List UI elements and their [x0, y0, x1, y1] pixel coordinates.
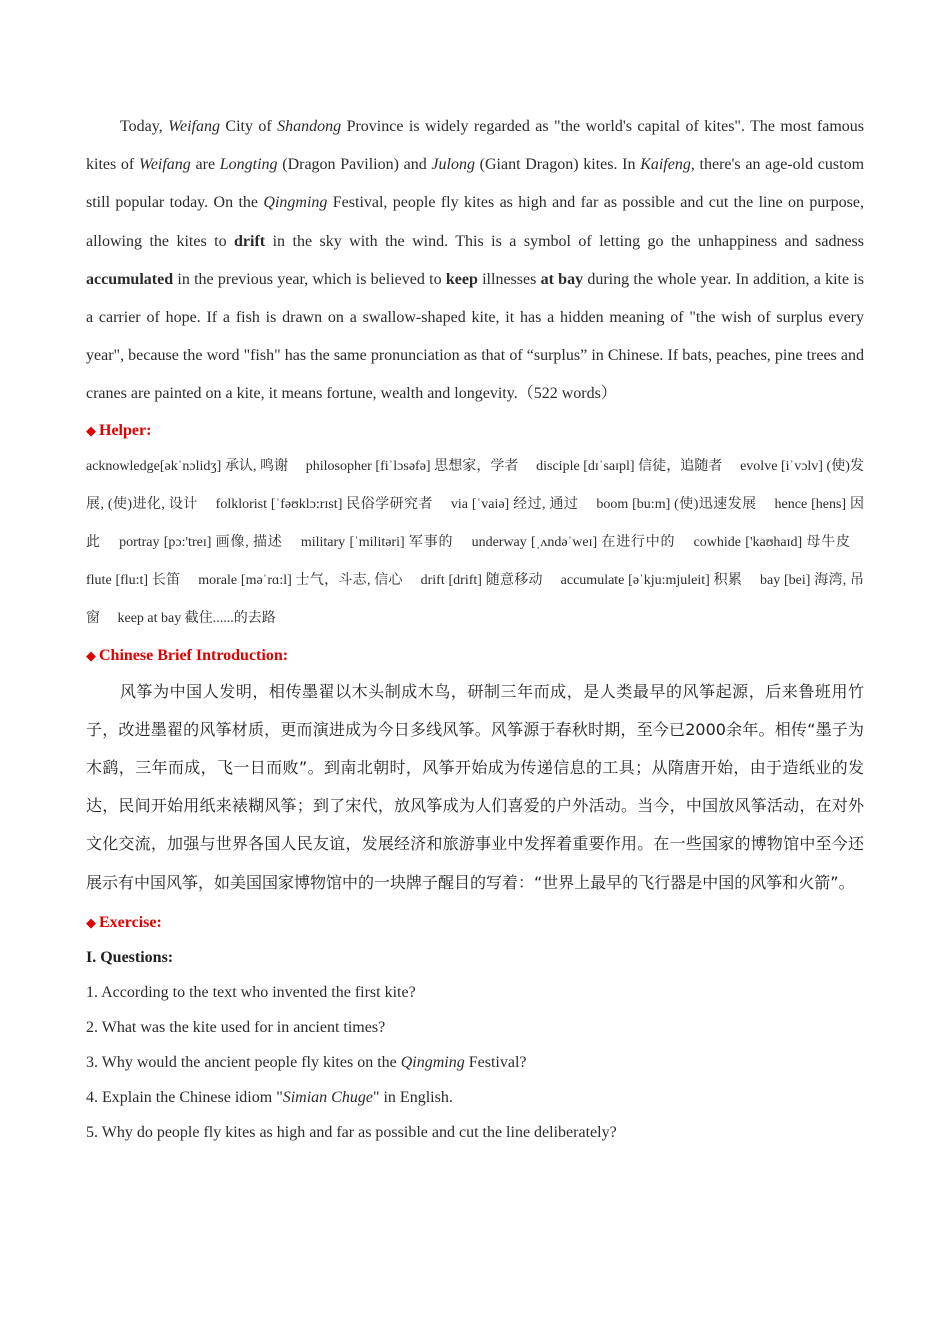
- question-item: 2. What was the kite used for in ancient times?: [86, 1018, 386, 1036]
- exercise-heading: [86, 912, 864, 934]
- glossary-entry: keep at bay 截住......的去路: [117, 611, 276, 627]
- italic-term: Longting: [219, 156, 278, 174]
- glossary-entry: boom [bu:m] (使)迅速发展: [596, 496, 757, 512]
- glossary-entry: morale [məˈrɑ:l] 士气，斗志, 信心: [198, 573, 403, 589]
- glossary-entry: acknowledge[əkˈnɔlidʒ] 承认, 鸣谢: [86, 458, 289, 474]
- chinese-intro-title: Chinese Brief Introduction:: [99, 646, 289, 664]
- diamond-bullet-icon: ◆: [86, 914, 96, 930]
- text-run: City of: [220, 118, 278, 135]
- italic-term: Qingming: [263, 194, 328, 212]
- diamond-bullet-icon: ◆: [86, 422, 96, 438]
- diamond-bullet-icon: ◆: [86, 647, 96, 663]
- text-run: Province is widely regarded as "the world's capital of kites". The most famous kites of: [86, 118, 865, 174]
- questions-section-title: I. Questions:: [86, 948, 174, 966]
- text-run: , there's an age-old custom still popular today. On the: [86, 156, 865, 212]
- text-run: (Dragon Pavilion) and: [277, 156, 432, 174]
- question-item: [86, 1087, 864, 1109]
- glossary-entry: military [ˈmilitəri] 军事的: [300, 535, 454, 551]
- text-run: in the sky with the wind. This is a symbol of letting go the unhappiness and sadness: [265, 232, 864, 250]
- exercise-title: Exercise:: [99, 913, 162, 931]
- italic-term: Julong: [431, 156, 475, 174]
- glossary-entry: accumulate [əˈkju:mjuleit] 积累: [560, 573, 743, 589]
- question-item: 1. According to the text who invented the first kite?: [86, 983, 416, 1001]
- text-run: during the whole year. In addition, a kite is a carrier of hope. If a fish is drawn on a swallow-shaped kite, it has a hidden meaning of "the wish of surplus every year", because the word "fish" has the same pronunciation as that of “surplus” in Chinese. If bats, peaches, pine trees and cranes are painted on a kite, it means fortune, wealth and longevity.（522 words）: [86, 270, 865, 403]
- bold-keyword: at bay: [540, 270, 584, 288]
- italic-term: Weifang: [168, 118, 220, 135]
- text-run: " in English.: [372, 1088, 453, 1106]
- glossary-entry: underway [ˌʌndəˈweɪ] 在进行中的: [471, 535, 676, 551]
- glossary-entry: hence [hens] 因此: [86, 496, 865, 551]
- italic-term: Simian Chuge: [282, 1088, 373, 1106]
- text-run: illnesses: [477, 270, 541, 288]
- glossary-entry: portray [pɔ:'treɪ] 画像, 描述: [119, 535, 283, 551]
- text-run: in the previous year, which is believed to: [173, 270, 446, 288]
- glossary-entry: disciple [dɪˈsaɪpl] 信徒，追随者: [536, 458, 723, 474]
- glossary-entry: bay [bei] 海湾, 吊窗: [86, 573, 865, 627]
- chinese-intro-heading: [86, 645, 864, 667]
- text-run: are: [190, 156, 220, 174]
- italic-term: Kaifeng: [640, 156, 691, 174]
- helper-glossary: [86, 448, 864, 639]
- document-page: [86, 108, 864, 1144]
- text-run: Festival, people fly kites as high and far as possible and cut the line on purpose, allowing the kites to: [86, 194, 864, 250]
- text-run: Festival?: [464, 1053, 527, 1071]
- chinese-intro-paragraph: 风筝为中国人发明，相传墨翟以木头制成木鸟，研制三年而成，是人类最早的风筝起源，后来鲁班用竹子，改进墨翟的风筝材质，更而演进成为今日多线风筝。风筝源于春秋时期，至今已2000余年。相传“墨子为木鹞，三年而成，飞一日而败”。到南北朝时，风筝开始成为传递信息的工具；从隋唐开始，由于造纸业的发达，民间开始用纸来裱糊风筝；到了宋代，放风筝成为人们喜爱的户外活动。当今，中国放风筝活动，在对外文化交流，加强与世界各国人民友谊，发展经济和旅游事业中发挥着重要作用。在一些国家的博物馆中至今还展示有中国风筝，如美国国家博物馆中的一块牌子醒目的写着：“世界上最早的飞行器是中国的风筝和火箭”。: [86, 681, 864, 892]
- question-item: [86, 1052, 864, 1074]
- glossary-entry: evolve [iˈvɔlv] (使)发展, (使)进化, 设计: [86, 458, 865, 512]
- helper-heading: [86, 420, 864, 442]
- glossary-entry: folklorist [ˈfəʊklɔ:rɪst] 民俗学研究者: [215, 496, 433, 512]
- glossary-entry: flute [flu:t] 长笛: [86, 573, 181, 589]
- italic-term: Shandong: [277, 118, 342, 135]
- italic-term: Qingming: [400, 1053, 465, 1071]
- text-run: 4. Explain the Chinese idiom ": [86, 1088, 283, 1106]
- glossary-entry: philosopher [fiˈlɔsəfə] 思想家，学者: [305, 458, 519, 474]
- bold-keyword: keep: [445, 270, 478, 288]
- bold-keyword: accumulated: [86, 270, 174, 288]
- bold-keyword: drift: [234, 232, 266, 250]
- question-item: 5. Why do people fly kites as high and far as possible and cut the line deliberately?: [86, 1123, 617, 1141]
- text-run: (Giant Dragon) kites. In: [474, 156, 641, 174]
- text-run: 3. Why would the ancient people fly kites on the: [86, 1053, 401, 1071]
- helper-title: Helper:: [99, 421, 152, 439]
- glossary-entry: cowhide ['kaʊhaɪd] 母牛皮: [693, 535, 850, 551]
- text-run: Today,: [120, 118, 169, 135]
- intro-paragraph: [86, 108, 864, 414]
- italic-term: Weifang: [138, 156, 191, 174]
- glossary-entry: drift [drift] 随意移动: [420, 573, 543, 589]
- glossary-entry: via [ˈvaiə] 经过, 通过: [450, 496, 579, 512]
